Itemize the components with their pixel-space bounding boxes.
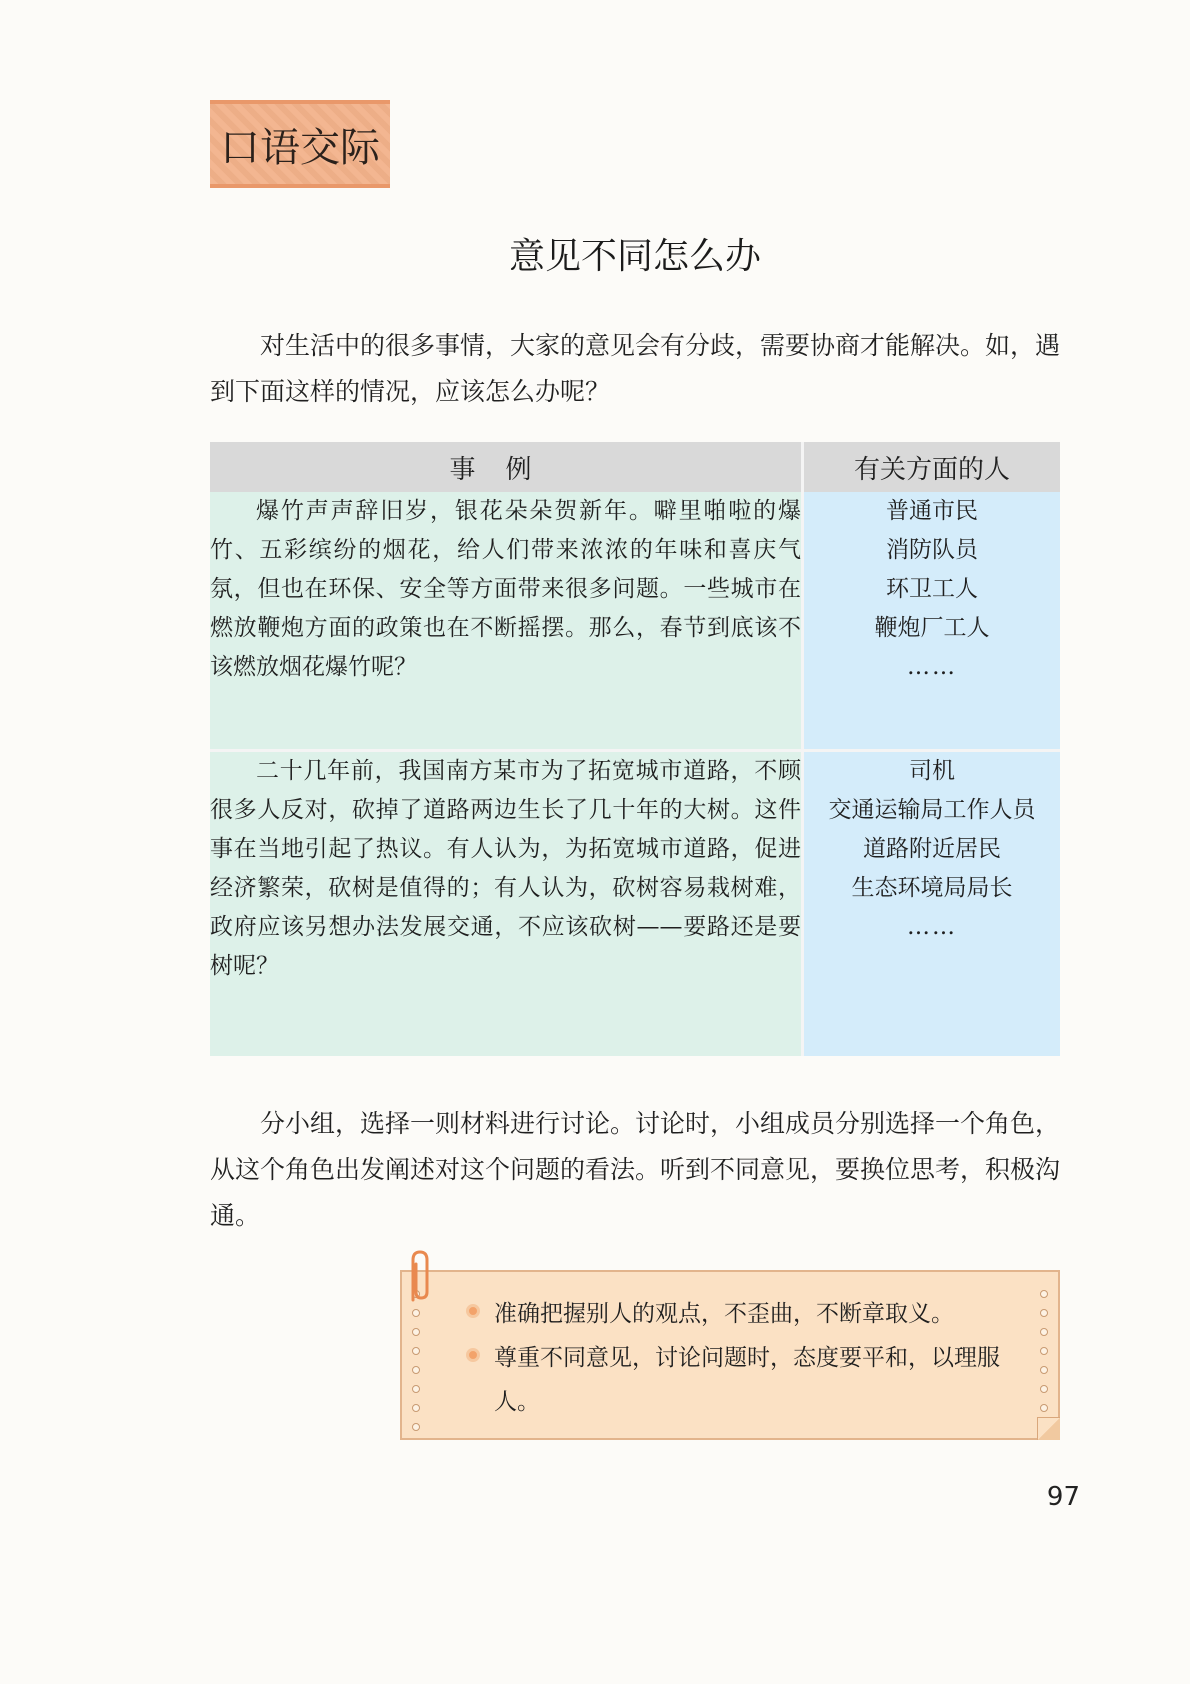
binder-holes-left — [412, 1290, 420, 1431]
people-list — [804, 492, 1060, 687]
list-item: 交通运输局工作人员 — [828, 796, 1036, 823]
case-text: 二十几年前，我国南方某市为了拓宽城市道路，不顾很多人反对，砍掉了道路两边生长了几十年的大树。这件事在当地引起了热议。有人认为，为拓宽城市道路，促进经济繁荣，砍树是值得的；有人认为，砍树容易栽树难，政府应该另想办法发展交通，不应该砍树——要路还是要树呢？ — [210, 757, 801, 979]
bullet-icon — [466, 1348, 480, 1362]
list-item — [466, 1336, 1018, 1424]
tip-text: 准确把握别人的观点，不歪曲，不断章取义。 — [494, 1301, 954, 1327]
people-list — [804, 752, 1060, 947]
list-item: 鞭炮厂工人 — [874, 615, 990, 641]
case-text: 爆竹声声辞旧岁，银花朵朵贺新年。噼里啪啦的爆竹、五彩缤纷的烟花，给人们带来浓浓的年味和喜庆气氛，但也在环保、安全等方面带来很多问题。一些城市在燃放鞭炮方面的政策也在不断摇摆。那么，春节到底该不该燃放烟花爆竹呢？ — [210, 498, 801, 680]
lesson-title: 意见不同怎么办 — [508, 236, 761, 277]
list-item: 道路附近居民 — [863, 835, 1001, 862]
section-tag: 口语交际 — [210, 100, 390, 188]
table-row — [210, 750, 1060, 1056]
list-item: …… — [907, 913, 957, 940]
case-cell-fireworks — [210, 492, 803, 750]
case-cell-trees — [210, 750, 803, 1056]
list-item: 普通市民 — [886, 498, 978, 524]
task-paragraph: 分小组，选择一则材料进行讨论。讨论时，小组成员分别选择一个角色，从这个角色出发阐述对这个问题的看法。听到不同意见，要换位思考，积极沟通。 — [210, 1109, 1061, 1230]
people-cell-trees — [803, 750, 1061, 1056]
list-item: 消防队员 — [886, 537, 978, 563]
header-case: 事例 — [210, 442, 803, 492]
paperclip-icon — [404, 1248, 434, 1304]
intro-paragraph: 对生活中的很多事情，大家的意见会有分歧，需要协商才能解决。如，遇到下面这样的情况，应该怎么办呢？ — [210, 331, 1061, 406]
list-item: 生态环境局局长 — [851, 874, 1013, 901]
table-row — [210, 492, 1060, 750]
tips-list — [466, 1292, 1018, 1424]
cases-table — [210, 442, 1060, 1056]
people-cell-fireworks — [803, 492, 1061, 750]
list-item: 环卫工人 — [886, 576, 978, 602]
list-item: …… — [907, 654, 957, 680]
tip-text: 尊重不同意见，讨论问题时，态度要平和，以理服人。 — [494, 1345, 1000, 1415]
bullet-icon — [466, 1304, 480, 1318]
binder-holes-right — [1040, 1290, 1048, 1412]
page-number: 97 — [1046, 1482, 1080, 1512]
header-people: 有关方面的人 — [803, 442, 1061, 492]
table-header-row — [210, 442, 1060, 492]
tips-note-card — [400, 1270, 1060, 1440]
list-item — [466, 1292, 1018, 1336]
list-item: 司机 — [909, 757, 955, 784]
page-fold-corner — [1037, 1417, 1060, 1440]
